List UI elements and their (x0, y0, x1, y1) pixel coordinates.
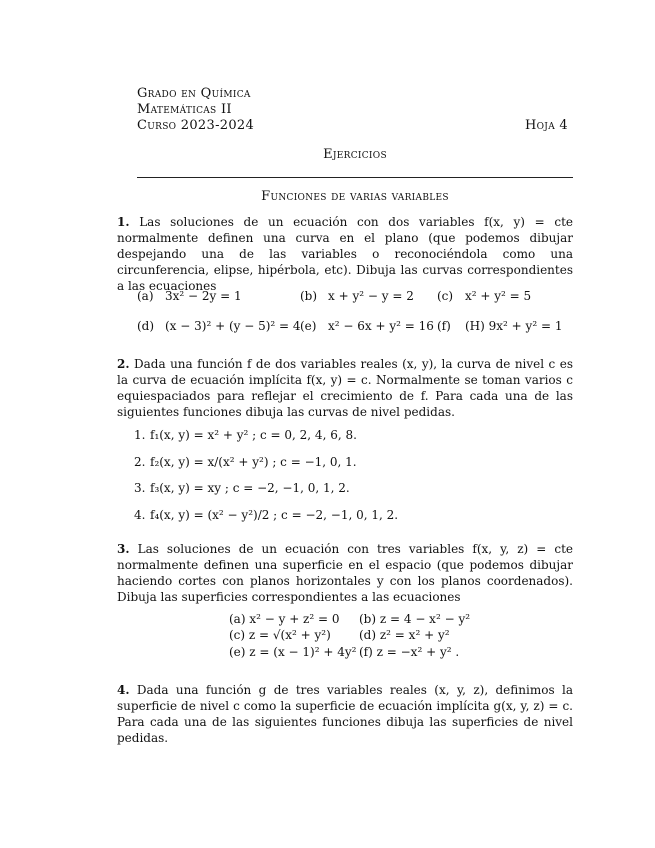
ex2-item-2: 2. f₂(x, y) = x/(x² + y²) ; c = −1, 0, 1. (134, 455, 357, 469)
exercise-2-text (117, 356, 573, 420)
exercise-3-text (117, 541, 573, 605)
ex3-item-b: (b) z = 4 − x² − y² (359, 612, 471, 626)
ex1-item-c: (c) x² + y² = 5 (437, 289, 532, 303)
ex1-item-b: (b) x + y² − y = 2 (300, 289, 414, 303)
ex3-item-e: (e) z = (x − 1)² + 4y² (229, 645, 357, 659)
ex1-item-f: (f) (H) 9x² + y² = 1 (437, 319, 563, 333)
page-title: Ejercicios (323, 147, 387, 162)
exercise-4-number: 4. (117, 683, 130, 697)
ex3-item-f: (f) z = −x² + y² . (359, 645, 460, 659)
ex1-item-a: (a) 3x² − 2y = 1 (137, 289, 242, 303)
exercise-1-number: 1. (117, 215, 130, 229)
header-sheet: Hoja 4 (524, 118, 568, 133)
ex2-item-3: 3. f₃(x, y) = xy ; c = −2, −1, 0, 1, 2. (134, 481, 350, 495)
header-year: Curso 2023-2024 (137, 118, 255, 133)
ex2-item-4: 4. f₄(x, y) = (x² − y²)/2 ; c = −2, −1, 0, 1, 2. (134, 508, 399, 522)
header-course: Matemáticas II (137, 102, 232, 117)
exercise-3-body: Las soluciones de un ecuación con tres variables f(x, y, z) = cte normalmente definen una superficie en el espacio (que podemos dibujar haciendo cortes con planos horizontales y con los planos coordenados). Dibuja las superficies correspondientes a las ecuaciones (117, 542, 573, 604)
exercise-3-number: 3. (117, 542, 130, 556)
exercise-1-text (117, 214, 573, 294)
ex1-item-d: (d) (x − 3)² + (y − 5)² = 4 (137, 319, 301, 333)
ex1-item-e: (e) x² − 6x + y² = 16 (300, 319, 434, 333)
exercise-2-number: 2. (117, 357, 130, 371)
ex3-item-a: (a) x² − y + z² = 0 (229, 612, 340, 626)
exercise-4-text (117, 682, 573, 746)
header-degree: Grado en Química (137, 86, 251, 101)
ex2-item-1: 1. f₁(x, y) = x² + y² ; c = 0, 2, 4, 6, 8. (134, 428, 357, 442)
exercise-4-body: Dada una función g de tres variables reales (x, y, z), definimos la superficie de nivel c como la superficie de ecuación implícita g(x, y, z) = c. Para cada una de las siguientes funciones dibuja las superficies de nivel pedidas. (117, 683, 573, 745)
exercise-2-body: Dada una función f de dos variables reales (x, y), la curva de nivel c es la curva de ecuación implícita f(x, y) = c. Normalmente se toman varios c equiespaciados para reflejar el crecimiento de f. Para cada una de las siguientes funciones dibuja las curvas de nivel pedidas. (117, 357, 573, 419)
divider (137, 177, 573, 178)
ex3-item-d: (d) z² = x² + y² (359, 628, 450, 642)
section-title: Funciones de varias variables (261, 189, 449, 204)
exercise-1-body: Las soluciones de un ecuación con dos variables f(x, y) = cte normalmente definen una curva en el plano (que podemos dibujar despejando una de las variables o reconociéndola como una circunferencia, elipse, hipérbola, etc). Dibuja las curvas correspondientes a las ecuaciones (117, 215, 573, 293)
ex3-item-c: (c) z = √(x² + y²) (229, 628, 331, 642)
